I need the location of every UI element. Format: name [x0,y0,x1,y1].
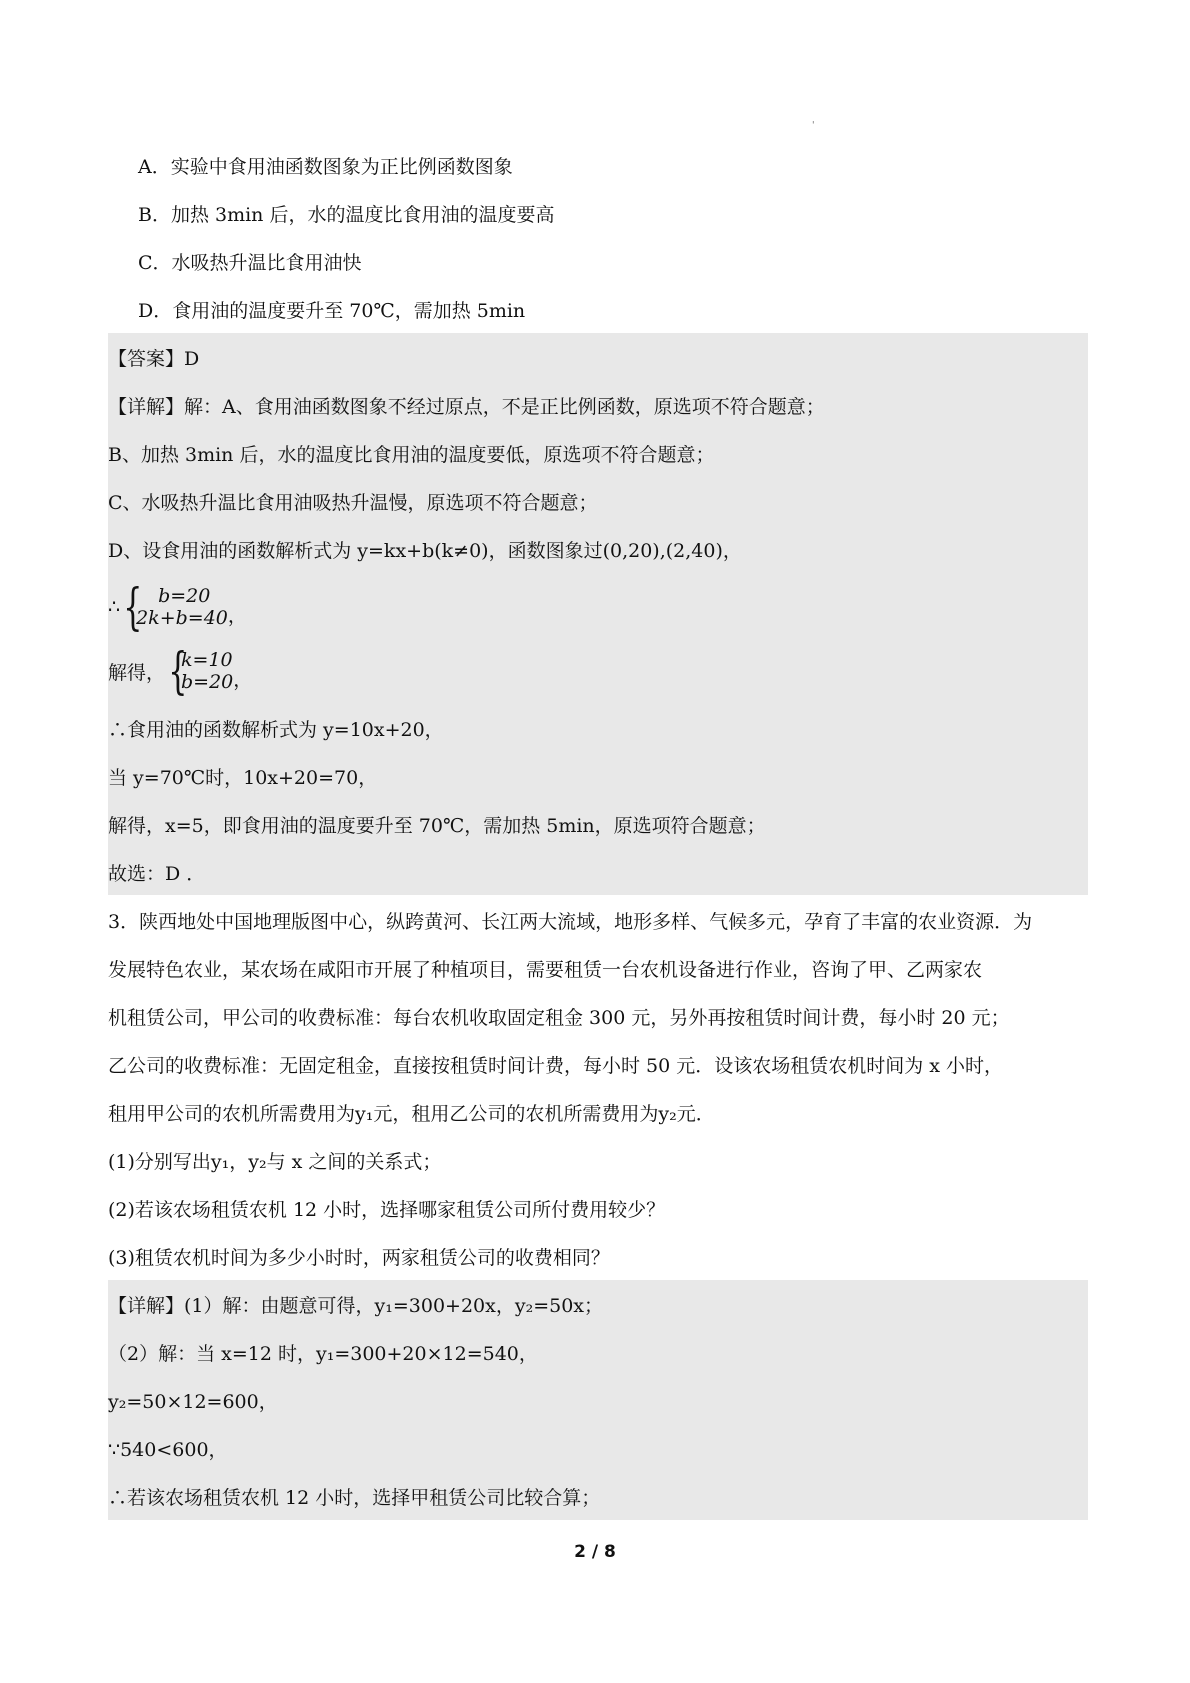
question-3-line-3: 机租赁公司，甲公司的收费标准：每台农机收取固定租金 300 元，另外再按租赁时间计费，每小时 20 元； [108,1007,1010,1029]
brace-icon: { [123,578,143,636]
solution-line-1: 【详解】(1）解：由题意可得，y₁=300+20x，y₂=50x； [108,1295,604,1317]
system2-suffix: ， [233,668,253,691]
detail-line-b: B、加热 3min 后，水的温度比食用油的温度要低，原选项不符合题意； [108,444,715,466]
solve-prefix: 解得， [108,661,166,684]
system1-line2: 2k+b=40 [136,607,228,629]
option-b: B．加热 3min 后，水的温度比食用油的温度要高 [138,204,555,226]
detail-line-c: C、水吸热升温比食用油吸热升温慢，原选项不符合题意； [108,492,598,514]
system1-line1: b=20 [158,585,211,607]
scan-mark: ' [812,121,815,131]
page-number: 2 / 8 [574,1542,616,1562]
system1-suffix: ， [227,604,247,627]
detail-line-d: D、设食用油的函数解析式为 y=kx+b(k≠0)，函数图象过(0,20),(2,40)， [108,540,742,562]
answer-line: 【答案】D [108,348,200,370]
question-3-line-5: 租用甲公司的农机所需费用为y₁元，租用乙公司的农机所需费用为y₂元． [108,1103,715,1125]
brace-icon: { [168,642,188,700]
question-3-line-4: 乙公司的收费标准：无固定租金，直接按租赁时间计费，每小时 50 元．设该农场租赁农机时间为 x 小时， [108,1055,1004,1077]
detail-line-a: 【详解】解：A、食用油函数图象不经过原点，不是正比例函数，原选项不符合题意； [108,396,825,418]
system2-line1: k=10 [181,649,233,671]
question-3-part-3: (3)租赁农机时间为多少小时时，两家租赁公司的收费相同？ [108,1247,610,1269]
detail-line-g: 解得，x=5，即食用油的温度要升至 70℃，需加热 5min，原选项符合题意； [108,815,766,837]
solution-line-4: ∵540<600， [108,1439,228,1461]
system2-line2: b=20 [181,671,234,693]
solution-line-3: y₂=50×12=600， [108,1391,278,1413]
detail-line-h: 故选：D ． [108,863,206,885]
therefore-symbol: ∴ [108,596,121,618]
detail-line-f: 当 y=70℃时，10x+20=70， [108,767,378,789]
question-3-line-2: 发展特色农业，某农场在咸阳市开展了种植项目，需要租赁一台农机设备进行作业，咨询了甲、乙两家农 [108,959,983,981]
question-3-line-1: 3．陕西地处中国地理版图中心，纵跨黄河、长江两大流域，地形多样、气候多元，孕育了丰富的农业资源．为 [108,911,1033,933]
detail-line-e: ∴食用油的函数解析式为 y=10x+20， [108,719,444,741]
question-3-part-2: (2)若该农场租赁农机 12 小时，选择哪家租赁公司所付费用较少？ [108,1199,666,1221]
equation-system-1 [108,578,247,636]
solution-line-5: ∴若该农场租赁农机 12 小时，选择甲租赁公司比较合算； [108,1487,601,1509]
option-c: C．水吸热升温比食用油快 [138,252,362,274]
equation-system-2 [108,642,253,700]
question-3-part-1: (1)分别写出y₁，y₂与 x 之间的关系式； [108,1151,442,1173]
option-a: A．实验中食用油函数图象为正比例函数图象 [138,156,513,178]
solution-line-2: （2）解：当 x=12 时，y₁=300+20×12=540， [108,1343,538,1365]
option-d: D．食用油的温度要升至 70℃，需加热 5min [138,300,526,322]
